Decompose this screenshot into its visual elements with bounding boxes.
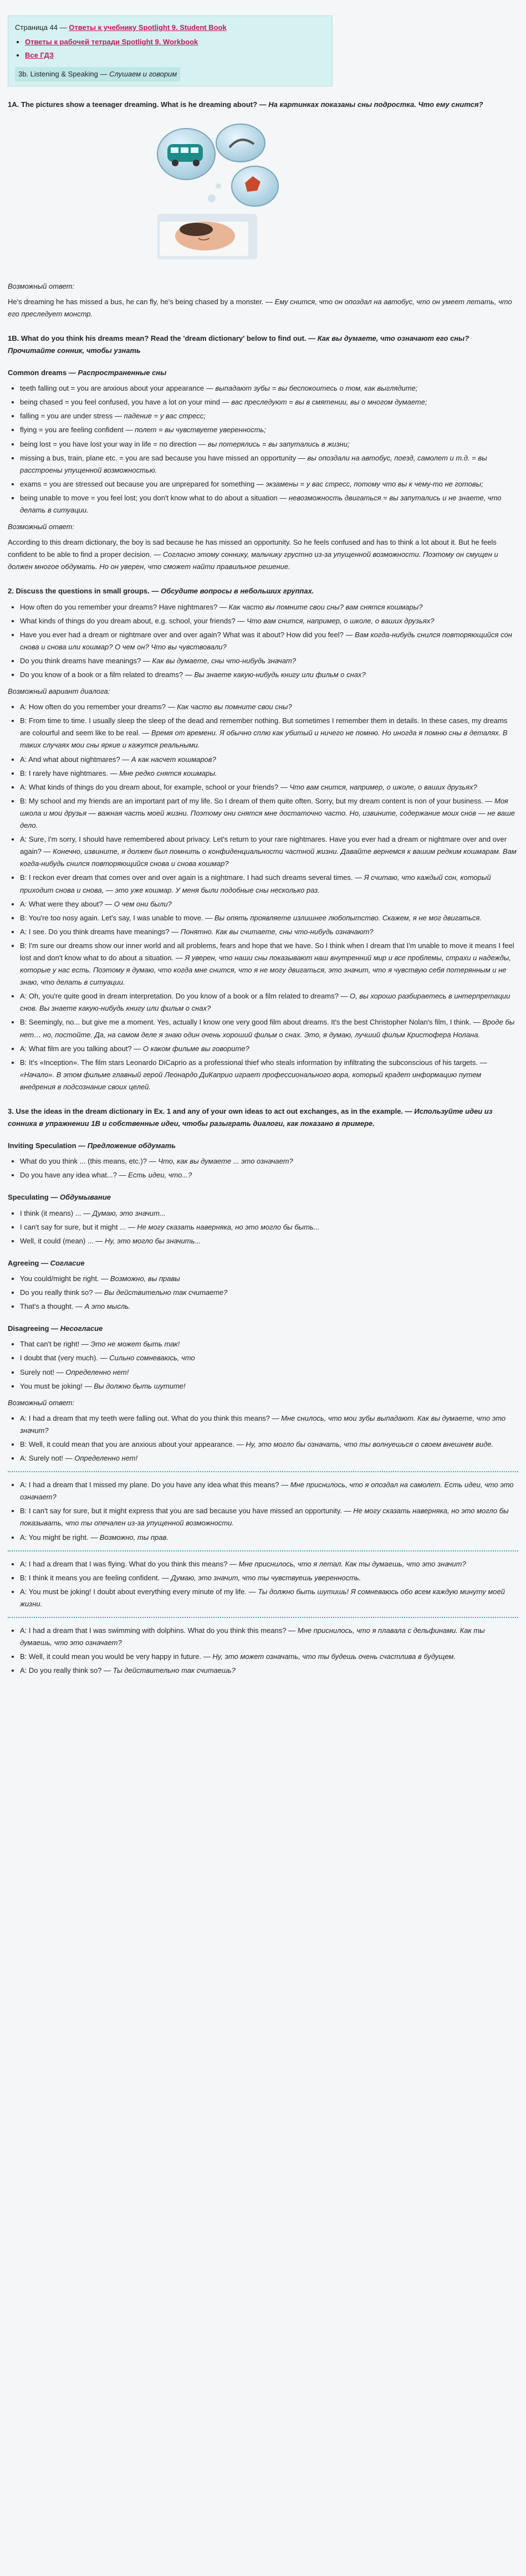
- dialog-line: • B: I'm sure our dreams show our inner world and all problems, fears and hope that we have. So I think when I dream that I'm unable to move it means I feel lost and don't know what to do about a situation. — Я уверен, что наши сны показывают наш внутренний мир и все проблемы, страхи и надежды, которые у нас есть. Поэтому я думаю, что когда мне снится, что я не могу двигаться, это значит, что я чувствую себя потерянным и не знаю, что делать в ситуации.: [20, 940, 518, 989]
- dialog-line: • B: You're too nosy again. Let's say, I was unable to move. — Вы опять проявляете излишнее любопытство. Скажем, я не мог двигаться.: [20, 912, 518, 924]
- dialog-line: • A: I had a dream that I missed my plane. Do you have any idea what this means? — Мне приснилось, что я опоздал на самолет. Есть идеи, что это означает?: [20, 1479, 518, 1503]
- dialog-line: • A: I see. Do you think dreams have meanings? — Понятно. Как вы считаете, сны что-нибудь означают?: [20, 926, 518, 938]
- possible-answer-label: Возможный ответ:: [8, 281, 75, 290]
- dialog-line: • B: It's «Inception». The film stars Leonardo DiCaprio as a professional thief who steals information by infiltrating the subconscious of his targets. — «Начало». В этом фильме главный герой Леонардо ДиКаприо играет профессионального вора, который крадет информацию путем внедрения в подсознание своих целей.: [20, 1057, 518, 1093]
- dialog-line: • B: My school and my friends are an important part of my life. So I dream of them quite often. Sorry, but my dream content is non of your business. — Моя школа и мои друзья — важная часть моей жизни. Поэтому они снятся мне достаточно часто. Но, извините, содержание моих снов — не ваше дело.: [20, 795, 518, 832]
- workbook-link[interactable]: Ответы к рабочей тетради Spotlight 9. Workbook: [25, 38, 198, 47]
- dialog-line: • A: Surely not! — Определенно нет!: [20, 1452, 518, 1464]
- dialog-line: • B: Well, it could mean you would be very happy in future. — Ну, это может означать, что ты будешь очень счастлива в будущем.: [20, 1651, 518, 1663]
- title-ru: На картинках показаны сны подростка. Что ему снится?: [268, 100, 483, 109]
- dialog-line: • A: Sure, I'm sorry, I should have remembered about privacy. Let's return to your rare nightmares. Have you ever had a dream or nightmare over and over again? — Конечно, извините, я должен был помнить о конфиденциальности частной жизни. Давайте вернемся к вашим редким кошмарам. Вам когда-нибудь снился повторяющийся снова и снова кошмар?: [20, 833, 518, 870]
- common-dreams-heading: [8, 367, 518, 379]
- title-ru: Как вы думаете, что означают его сны? Прочитайте сонник, чтобы узнать: [8, 334, 469, 355]
- dialog-line: • A: I had a dream that my teeth were falling out. What do you think this means? — Мне снилось, что мои зубы выпадают. Как вы думаете, что это значит?: [20, 1412, 518, 1437]
- list-item: • That's a thought. — А это мысль.: [20, 1300, 518, 1313]
- dotted-divider: [8, 1550, 518, 1551]
- all-gdz-link[interactable]: Все ГДЗ: [25, 51, 54, 60]
- list-item: • Have you ever had a dream or nightmare over and over again? What was it about? How did you feel? — Вам когда-нибудь снился повторяющийся сон снова и снова или кошмар? О чем он? Что вы чувствовали?: [20, 629, 518, 653]
- exercise-1b-answer: [8, 536, 518, 573]
- dialog-line: • A: Do you really think so? — Ты действительно так считаешь?: [20, 1665, 518, 1677]
- title-ru: Обсудите вопросы в небольших группах.: [160, 587, 314, 596]
- dialog-line: • A: And what about nightmares? — А как насчет кошмаров?: [20, 754, 518, 766]
- dialog-line: • A: I had a dream that I was flying. What do you think this means? — Мне приснилось, что я летал. Как ты думаешь, что это значит?: [20, 1558, 518, 1570]
- section-label-en: 3b. Listening & Speaking —: [18, 70, 108, 79]
- title-en: 2. Discuss the questions in small groups. —: [8, 587, 159, 596]
- list-item: • Do you have any idea what...? — Есть идеи, что...?: [20, 1169, 518, 1181]
- nav-links: [25, 36, 325, 62]
- phrase-list: [8, 1338, 518, 1392]
- list-item: • That can't be right! — Это не может быть так!: [20, 1338, 518, 1350]
- dialog-line: • B: I think it means you are feeling confident. — Думаю, это значит, что ты чувствуешь уверенность.: [20, 1572, 518, 1584]
- phrase-list: [8, 1207, 518, 1247]
- dialog-line: • A: What kinds of things do you dream about, for example, school or your friends? — Что вам снится, например, о школе, о ваших друзьях?: [20, 781, 518, 793]
- list-item: • exams = you are stressed out because you are unprepared for something — экзамены = у вас стресс, потому что вы к чему-то не готовы;: [20, 478, 518, 490]
- phrase-group-heading: Disagreeing — Несогласие: [8, 1324, 103, 1333]
- nav-link-item: [25, 49, 325, 62]
- list-item: • I doubt that (very much). — Сильно сомневаюсь, что: [20, 1352, 518, 1364]
- answer-en: According to this dream dictionary, the boy is sad because he has missed an opportunity. So he feels confused and has to think a lot about it. But he feels confident to be able to find a proper decision. —: [8, 538, 497, 559]
- dotted-divider: [8, 1471, 518, 1472]
- list-item: • Do you know of a book or a film related to dreams? — Вы знаете какую-нибудь книгу или фильм о снах?: [20, 669, 518, 681]
- list-item: • being chased = you feel confused, you have a lot on your mind — вас преследуют = вы в смятении, вы о многом думаете;: [20, 396, 518, 408]
- list-item: • being lost = you have lost your way in life = no direction — вы потерялись = вы запутались в жизни;: [20, 438, 518, 450]
- title-en: 3. Use the ideas in the dream dictionary in Ex. 1 and any of your own ideas to act out exchanges, as in the example. —: [8, 1107, 412, 1115]
- title-en: 1B. What do you think his dreams mean? Read the 'dream dictionary' below to find out. —: [8, 334, 316, 342]
- student-book-link[interactable]: Ответы к учебнику Spotlight 9. Student Book: [69, 23, 227, 32]
- exercise-1a-title: [8, 99, 518, 111]
- answer-en: He's dreaming he has missed a bus, he can fly, he's being chased by a monster. —: [8, 297, 273, 306]
- exchange-dialog: [8, 1412, 518, 1464]
- list-item: • What do you think ... (this means, etc.)? — Что, как вы думаете ... это означает?: [20, 1155, 518, 1167]
- heading-ru: Распространенные сны: [78, 368, 167, 377]
- dialog-line: • B: I rarely have nightmares. — Мне редко снятся кошмары.: [20, 767, 518, 780]
- phrase-list: [8, 1155, 518, 1181]
- list-item: • You must be joking! — Вы должно быть шутите!: [20, 1380, 518, 1392]
- dialog-line: • B: Seemingly, no... but give me a moment. Yes, actually I know one very good film about dreams. It's the best Christopher Nolan's film, I think. — Вроде бы нет… но, постойте. Да, на самом деле я знаю один очень хороший фильм о снах. Это, я думаю, лучший фильм Кристофера Нолана.: [20, 1016, 518, 1041]
- phrase-group-heading: Agreeing — Согласие: [8, 1258, 85, 1267]
- list-item: • Do you really think so? — Вы действительно так считаете?: [20, 1287, 518, 1299]
- dialog-line: • A: Oh, you're quite good in dream interpretation. Do you know of a book or a film related to dreams? — О, вы хорошо разбираетесь в интерпретации снов. Вы знаете какую-нибудь книгу или фильм о снах?: [20, 990, 518, 1015]
- list-item: • I can't say for sure, but it might ... — Не могу сказать наверняка, но это могло бы быть...: [20, 1221, 518, 1233]
- dialog-line: • A: What film are you talking about? — О каком фильме вы говорите?: [20, 1043, 518, 1055]
- phrase-group-heading: Speculating — Обдумывание: [8, 1193, 111, 1202]
- discussion-questions: [8, 601, 518, 682]
- phrase-list: [8, 1273, 518, 1313]
- list-item: • Surely not! — Определенно нет!: [20, 1366, 518, 1379]
- section-label-ru: Слушаем и говорим: [109, 70, 177, 79]
- dreaming-teenager-illustration: [152, 121, 279, 265]
- list-item: • You could/might be right. — Возможно, вы правы: [20, 1273, 518, 1285]
- heading-en: Common dreams —: [8, 368, 76, 377]
- list-item: • falling = you are under stress — падение = у вас стресс;: [20, 410, 518, 422]
- answer-ru: Ему снится, что он опоздал на автобус, что он умеет летать, что его преследует монстр.: [8, 297, 512, 318]
- dotted-divider: [8, 1617, 518, 1618]
- exercise-3-title: [8, 1105, 518, 1130]
- page: [0, 16, 526, 1677]
- page-label: Страница 44 —: [15, 23, 67, 32]
- dialog-line: • A: How often do you remember your dreams? — Как часто вы помните свои сны?: [20, 701, 518, 713]
- exercise-1a-answer: [8, 296, 518, 320]
- list-item: • missing a bus, train, plane etc. = you are sad because you have missed an opportunity — вы опоздали на автобус, поезд, самолет и т.д. = вы расстроены упущенной возможностью.: [20, 452, 518, 477]
- list-item: • Well, it could (mean) ... — Ну, это могло бы значить...: [20, 1235, 518, 1247]
- possible-answer-label: Возможный ответ:: [8, 523, 75, 531]
- answer-ru: Согласно этому соннику, мальчику грустно из-за упущенной возможности. Поэтому он смущен и должен многое обдумать. Но он уверен, что сможет найти правильное решение.: [8, 550, 498, 571]
- list-item: • Do you think dreams have meanings? — Как вы думаете, сны что-нибудь значат?: [20, 655, 518, 667]
- title-ru: Используйте идеи из сонника в упражнении 1В и собственные идеи, чтобы разыграть диалоги, как показано в примере.: [8, 1107, 493, 1128]
- dialog-line: • B: From time to time. I usually sleep the sleep of the dead and remember nothing. But sometimes I remember them in details. In these cases, my dreams are colourful and seem like to be real. — Время от времени. Я обычно сплю как убитый и ничего не помню. Но иногда я помню сны в деталях. В таких случаях мои сны яркие и кажутся реальными.: [20, 715, 518, 751]
- dialog-line: • A: You must be joking! I doubt about everything every minute of my life. — Ты должно быть шутишь! Я сомневаюсь обо всем каждую минуту моей жизни.: [20, 1586, 518, 1610]
- dialog-line: • A: You might be right. — Возможно, ты прав.: [20, 1532, 518, 1544]
- navigation-box: [8, 16, 333, 86]
- dialog-variant-label: Возможный вариант диалога:: [8, 687, 110, 696]
- list-item: • flying = you are feeling confident — полет = вы чувствуете уверенность;: [20, 424, 518, 436]
- exercise-2-title: [8, 585, 518, 597]
- list-item: • What kinds of things do you dream about, e.g. school, your friends? — Что вам снится, например, о школе, о ваших друзьях?: [20, 615, 518, 627]
- list-item: • I think (it means) ... — Думаю, это значит...: [20, 1207, 518, 1220]
- dream-dictionary-list: [8, 382, 518, 516]
- dialog-line: • B: Well, it could mean that you are anxious about your appearance. — Ну, это могло бы означать, что ты волнуешься о своем внешнем виде.: [20, 1438, 518, 1451]
- exercise-1b-title: [8, 332, 518, 357]
- dialog-line: • B: I can't say for sure, but it might express that you are sad because you have missed an opportunity. — Не могу сказать наверняка, но это могло бы показывать, что ты опечален из-за упущенной возможности.: [20, 1505, 518, 1529]
- list-item: • How often do you remember your dreams? Have nightmares? — Как часто вы помните свои сны? вам снятся кошмары?: [20, 601, 518, 613]
- exchange-dialog: [8, 1558, 518, 1610]
- list-item: • being unable to move = you feel lost; you don't know what to do about a situation — невозможность двигаться = вы запутались и не знаете, что делать в ситуации.: [20, 492, 518, 516]
- exchange-dialog: [8, 1625, 518, 1677]
- phrase-group-heading: Inviting Speculation — Предложение обдумать: [8, 1141, 176, 1150]
- dialog-line: • A: I had a dream that I was swimming with dolphins. What do you think this means? — Мне приснилось, что я плавала с дельфинами. Как ты думаешь, что это означает?: [20, 1625, 518, 1649]
- nav-link-item: [25, 36, 325, 48]
- title-en: 1A. The pictures show a teenager dreaming. What is he dreaming about? —: [8, 100, 267, 109]
- possible-answer-label: Возможный ответ:: [8, 1398, 75, 1407]
- sample-dialog: [8, 701, 518, 1093]
- dialog-line: • B: I reckon ever dream that comes over and over again is a nightmare. I had such dreams several times. — Я считаю, что каждый сон, который приходит снова и снова, — это уже кошмар. У меня были подобные сны несколько раз.: [20, 872, 518, 896]
- page-breadcrumb: [15, 22, 325, 34]
- dialog-line: • A: What were they about? — О чем они были?: [20, 898, 518, 910]
- section-label: [15, 67, 180, 81]
- exchange-dialog: [8, 1479, 518, 1543]
- list-item: • teeth falling out = you are anxious about your appearance — выпадают зубы = вы беспокоитесь о том, как выглядите;: [20, 382, 518, 395]
